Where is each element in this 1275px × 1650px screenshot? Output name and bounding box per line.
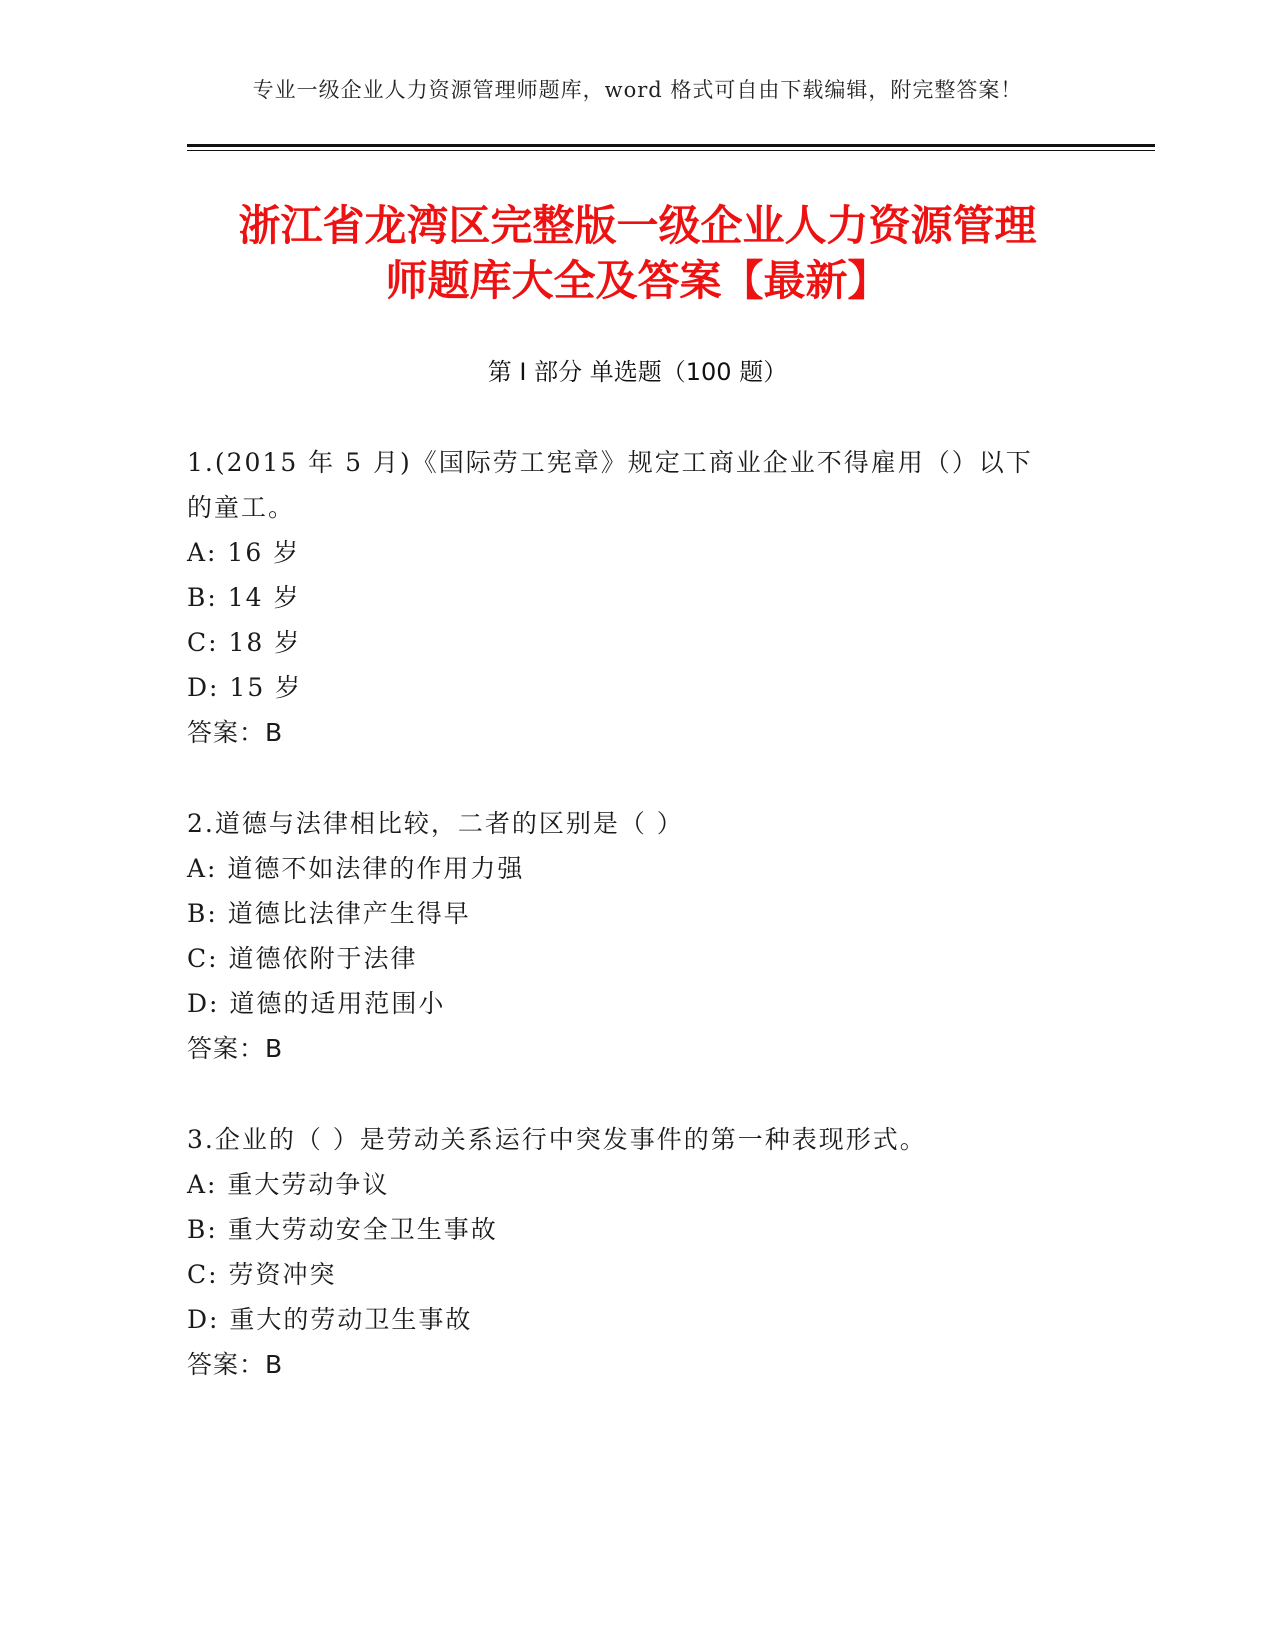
question-list (187, 440, 1067, 1433)
question-3-option-c: C: 劳资冲突 (187, 1260, 337, 1289)
question-2-option-b: B: 道德比法律产生得早 (187, 899, 471, 928)
header-divider-thick (187, 144, 1155, 147)
question-3-option-a: A: 重大劳动争议 (187, 1170, 390, 1199)
question-3 (187, 1117, 1067, 1387)
question-1-stem-line-2: 的童工。 (187, 493, 296, 522)
question-3-stem: 3.企业的（ ）是劳动关系运行中突发事件的第一种表现形式。 (187, 1125, 927, 1154)
document-title (150, 198, 1125, 308)
question-3-option-b: B: 重大劳动安全卫生事故 (187, 1215, 498, 1244)
header-note: 专业一级企业人力资源管理师题库，word 格式可自由下载编辑，附完整答案！ (252, 78, 1023, 102)
question-3-option-d: D: 重大的劳动卫生事故 (187, 1305, 473, 1334)
question-1-answer: 答案：B (187, 718, 284, 747)
question-2-option-c: C: 道德依附于法律 (187, 944, 418, 973)
question-2-answer: 答案：B (187, 1034, 284, 1063)
section-heading: 第 I 部分 单选题（100 题） (487, 358, 788, 386)
question-2-option-a: A: 道德不如法律的作用力强 (187, 854, 525, 883)
question-2-stem: 2.道德与法律相比较，二者的区别是（ ） (187, 809, 684, 838)
document-title-line-1: 浙江省龙湾区完整版一级企业人力资源管理 (238, 201, 1037, 250)
question-1-option-b: B: 14 岁 (187, 583, 301, 612)
question-1-option-c: C: 18 岁 (187, 628, 302, 657)
question-1-option-a: A: 16 岁 (187, 538, 301, 567)
question-1-stem-line-1: 1.(2015 年 5 月)《国际劳工宪章》规定工商业企业不得雇用（）以下 (187, 448, 1033, 477)
question-1 (187, 440, 1067, 755)
question-2 (187, 801, 1067, 1071)
header-divider-thin (187, 150, 1155, 151)
document-title-line-2: 师题库大全及答案【最新】 (385, 256, 890, 305)
question-3-answer: 答案：B (187, 1350, 284, 1379)
question-2-option-d: D: 道德的适用范围小 (187, 989, 446, 1018)
question-1-option-d: D: 15 岁 (187, 673, 303, 702)
